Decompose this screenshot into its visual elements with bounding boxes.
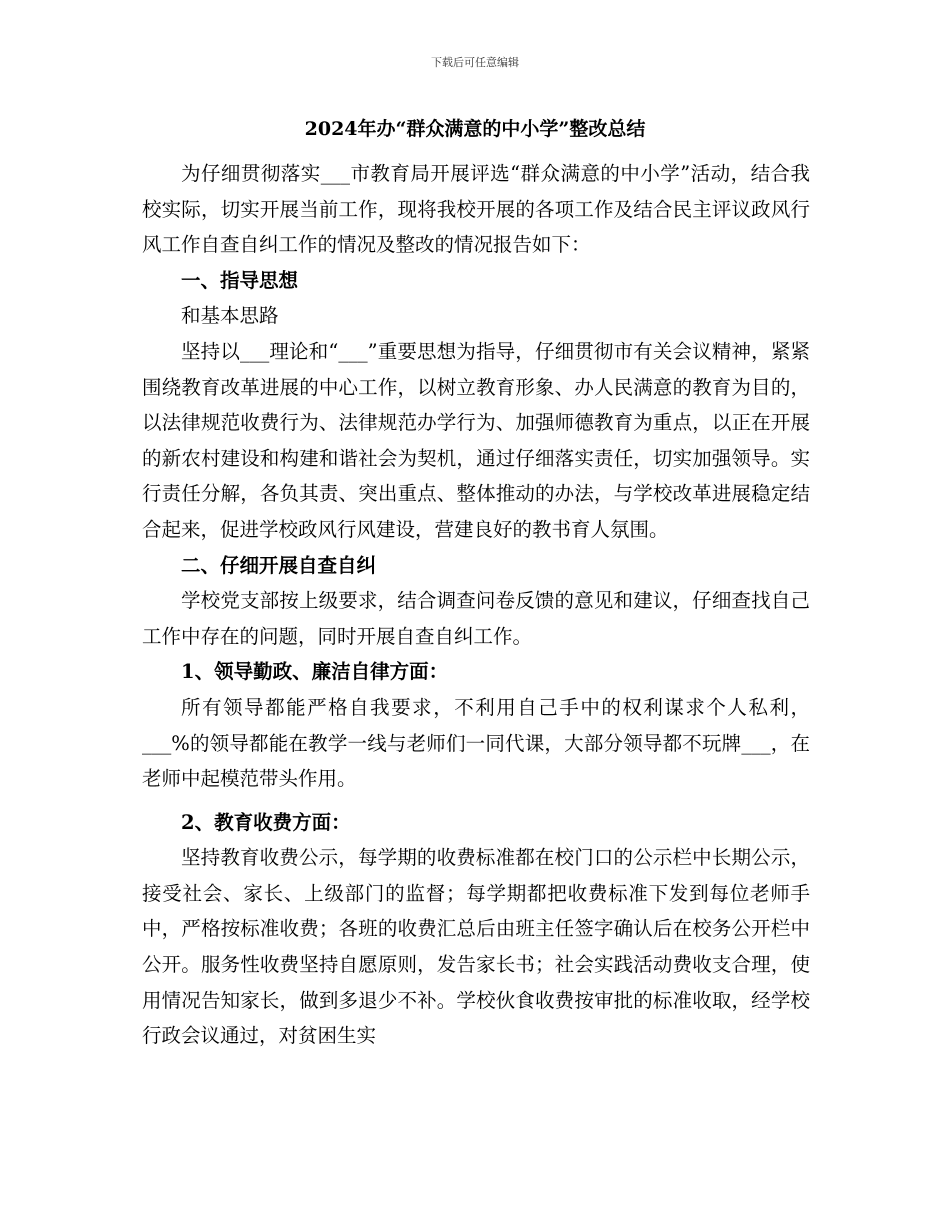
paragraph-guiding-ideas: 坚持以___理论和“___”重要思想为指导，仔细贯彻市有关会议精神，紧紧围绕教育改革进展的中心工作，以树立教育形象、办人民满意的教育为目的，以法律规范收费行为、法律规范办学行为、加强师德教育为重点，以正在开展的新农村建设和构建和谐社会为契机，通过仔细落实责任，切实加强领导。实行责任分解，各负其责、突出重点、整体推动的办法，与学校改革进展稳定结合起来，促进学校政风行风建设，营建良好的教书育人氛围。 xyxy=(142,339,810,541)
section-heading-1: 一、指导思想 xyxy=(181,268,299,292)
paragraph-leadership: 所有领导都能严格自我要求，不利用自己手中的权利谋求个人私利，___%的领导都能在教学一线与老师们一同代课，大部分领导都不玩牌___，在老师中起模范带头作用。 xyxy=(142,695,810,791)
document-title: 2024年办“群众满意的中小学”整改总结 xyxy=(304,118,646,140)
section-heading-2: 二、仔细开展自查自纠 xyxy=(181,553,377,577)
paragraph-fees: 坚持教育收费公示，每学期的收费标准都在校门口的公示栏中长期公示，接受社会、家长、上级部门的监督；每学期都把收费标准下发到每位老师手中，严格按标准收费；各班的收费汇总后由班主任签字确认后在校务公开栏中公开。服务性收费坚持自愿原则，发告家长书；社会实践活动费收支合理，使用情况告知家长，做到多退少不补。学校伙食收费按审批的标准收取，经学校行政会议通过，对贫困生实 xyxy=(142,846,810,1048)
intro-paragraph: 为仔细贯彻落实___市教育局开展评选“群众满意的中小学”活动，结合我校实际，切实开展当前工作，现将我校开展的各项工作及结合民主评议政风行风工作自查自纠工作的情况及整改的情况报告如下： xyxy=(142,162,810,257)
paragraph-self-inspection: 学校党支部按上级要求，结合调查问卷反馈的意见和建议，仔细查找自己工作中存在的问题，同时开展自查自纠工作。 xyxy=(142,589,810,648)
subsection-heading-1: 1、领导勤政、廉洁自律方面： xyxy=(181,660,449,684)
document-body xyxy=(142,156,810,1054)
paragraph-basic-approach: 和基本思路 xyxy=(181,304,279,328)
page-header-note: 下载后可任意编辑 xyxy=(431,56,519,69)
subsection-heading-2: 2、教育收费方面： xyxy=(181,810,351,834)
